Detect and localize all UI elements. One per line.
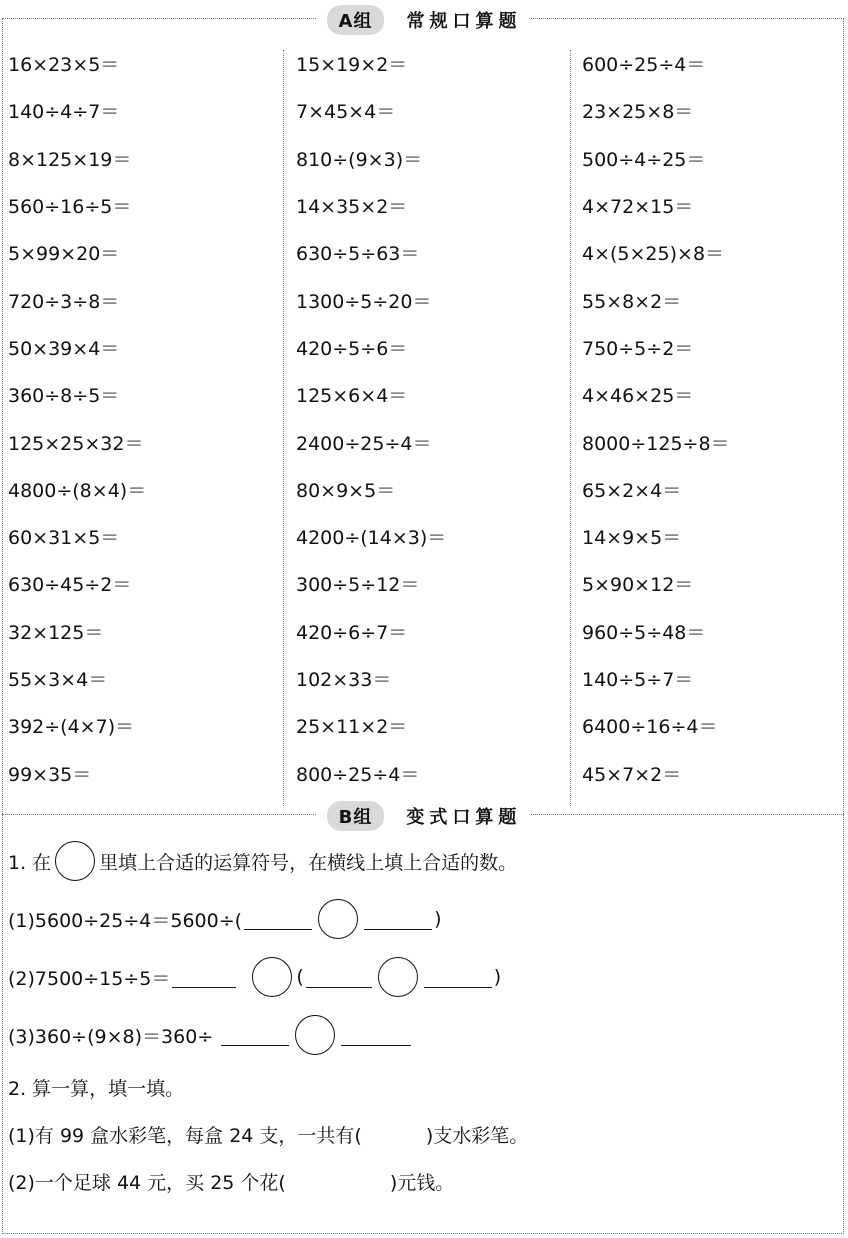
problem: 14×9×5＝ — [582, 527, 682, 550]
problem: 600÷25÷4＝ — [582, 54, 706, 77]
question-1-instruction — [8, 832, 838, 890]
problem: 800÷25÷4＝ — [296, 763, 420, 786]
problem: 55×8×2＝ — [582, 290, 682, 313]
problem: 720÷3÷8＝ — [8, 290, 120, 313]
answer-blank[interactable] — [306, 967, 372, 988]
q1-suffix: 里填上合适的运算符号，在横线上填上合适的数。 — [99, 851, 518, 874]
question-2-2 — [8, 1158, 838, 1205]
q1-2-expression: (2)7500÷15÷5＝ — [8, 967, 171, 990]
q1-prefix: 1. 在 — [8, 851, 52, 874]
problem: 125×6×4＝ — [296, 385, 408, 408]
answer-blank[interactable] — [221, 1025, 289, 1046]
problem: 4200÷(14×3)＝ — [296, 527, 447, 550]
problem: 7×45×4＝ — [296, 101, 396, 124]
answer-blank[interactable] — [341, 1025, 411, 1046]
problem: 45×7×2＝ — [582, 763, 682, 786]
question-1-3 — [8, 1006, 838, 1064]
q1-1-close-paren: ) — [434, 908, 442, 930]
problem: 50×39×4＝ — [8, 337, 120, 360]
question-1-1 — [8, 890, 838, 948]
operator-circle[interactable] — [252, 957, 292, 997]
problem: 32×125＝ — [8, 621, 104, 644]
problem: 23×25×8＝ — [582, 101, 694, 124]
question-1-2 — [8, 948, 838, 1006]
problem: 16×23×5＝ — [8, 54, 120, 77]
section-b-title: 变式口算题 — [406, 807, 522, 828]
problem: 15×19×2＝ — [296, 54, 408, 77]
problem: 125×25×32＝ — [8, 432, 144, 455]
answer-blank[interactable] — [244, 909, 312, 930]
problem: 5×90×12＝ — [582, 574, 694, 597]
problem: 55×3×4＝ — [8, 669, 108, 691]
problem: 80×9×5＝ — [296, 479, 396, 502]
problem: 360÷8÷5＝ — [8, 385, 120, 408]
operator-circle — [55, 841, 95, 881]
answer-blank[interactable] — [172, 967, 236, 988]
q2-2-text: (2)一个足球 44 元，买 25 个花( — [8, 1172, 286, 1194]
problem: 60×31×5＝ — [8, 527, 120, 550]
question-2-title: 2. 算一算，填一填。 — [8, 1078, 185, 1100]
section-b-header — [0, 798, 848, 834]
problem: 102×33＝ — [296, 669, 392, 691]
problem: 750÷5÷2＝ — [582, 337, 694, 360]
section-b-badge: B组 — [327, 801, 385, 831]
problem-column-2 — [296, 40, 576, 797]
question-2-1 — [8, 1111, 838, 1158]
operator-circle[interactable] — [378, 957, 418, 997]
operator-circle[interactable] — [318, 899, 358, 939]
q2-1-text-end: )支水彩笔。 — [425, 1125, 529, 1147]
q1-2-close-paren: ) — [493, 966, 502, 988]
problem: 8×125×19＝ — [8, 148, 132, 171]
problem: 4×72×15＝ — [582, 196, 694, 219]
problem: 960÷5÷48＝ — [582, 621, 706, 644]
problem: 630÷5÷63＝ — [296, 243, 420, 266]
q1-2-open-paren: ( — [296, 966, 304, 988]
section-b-content — [8, 832, 838, 1205]
problem: 99×35＝ — [8, 763, 92, 786]
problem: 300÷5÷12＝ — [296, 574, 420, 597]
section-a-header — [0, 2, 848, 38]
problem: 4800÷(8×4)＝ — [8, 479, 147, 502]
problem: 14×35×2＝ — [296, 196, 408, 219]
problem: 4×46×25＝ — [582, 385, 694, 408]
problem: 6400÷16÷4＝ — [582, 716, 718, 739]
problem: 5×99×20＝ — [8, 243, 120, 266]
problem: 392÷(4×7)＝ — [8, 716, 135, 739]
problem: 420÷5÷6＝ — [296, 337, 408, 360]
answer-blank[interactable] — [364, 909, 432, 930]
q2-2-text-end: )元钱。 — [389, 1172, 455, 1194]
operator-circle[interactable] — [295, 1015, 335, 1055]
problem: 420÷6÷7＝ — [296, 621, 408, 644]
section-a-badge: A组 — [327, 5, 385, 35]
problem: 140÷4÷7＝ — [8, 101, 120, 124]
q2-1-text: (1)有 99 盒水彩笔，每盒 24 支，一共有( — [8, 1125, 362, 1147]
problem: 630÷45÷2＝ — [8, 574, 132, 597]
answer-blank[interactable] — [424, 967, 492, 988]
problem: 4×(5×25)×8＝ — [582, 243, 725, 266]
problem-column-1 — [8, 40, 288, 797]
problem: 560÷16÷5＝ — [8, 196, 132, 219]
q1-3-expression: (3)360÷(9×8)＝360÷ — [8, 1025, 214, 1048]
problem: 65×2×4＝ — [582, 479, 682, 502]
q1-1-expression: (1)5600÷25÷4＝5600÷( — [8, 909, 243, 932]
problem: 500÷4÷25＝ — [582, 148, 706, 171]
problem: 8000÷125÷8＝ — [582, 432, 730, 455]
problem-column-3 — [582, 40, 848, 797]
problem: 140÷5÷7＝ — [582, 669, 694, 691]
problem: 810÷(9×3)＝ — [296, 148, 423, 171]
problem: 1300÷5÷20＝ — [296, 290, 432, 313]
section-a-title: 常规口算题 — [406, 11, 522, 32]
problem: 2400÷25÷4＝ — [296, 432, 432, 455]
problem: 25×11×2＝ — [296, 716, 408, 739]
